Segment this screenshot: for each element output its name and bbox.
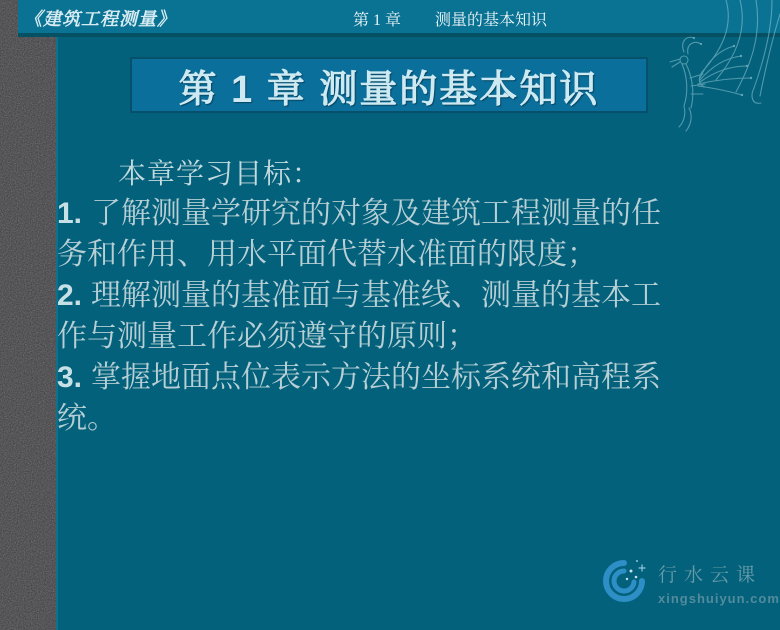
- logo-text-block: [658, 560, 780, 606]
- item-text: 了解测量学研究的对象及建筑工程测量的任: [91, 197, 662, 230]
- goals-list: [57, 193, 725, 439]
- list-item: [57, 398, 725, 439]
- list-item: [57, 193, 725, 234]
- item-text: 掌握地面点位表示方法的坐标系统和高程系: [91, 361, 662, 394]
- item-text: 理解测量的基准面与基准线、测量的基本工: [91, 279, 662, 312]
- goals-heading: 本章学习目标：: [118, 159, 322, 190]
- list-item: [57, 357, 725, 398]
- item-number: 3.: [57, 361, 83, 394]
- slide-title: 第 1 章 测量的基本知识: [178, 68, 600, 111]
- item-number: 2.: [57, 279, 83, 312]
- item-text: 务和作用、用水平面代替水准面的限度；: [57, 238, 597, 271]
- header-chapter: [353, 7, 547, 30]
- logo-brand: 行水云课: [658, 565, 763, 586]
- list-item: [57, 275, 725, 316]
- header-chapter-label: 第 1 章: [353, 12, 402, 29]
- item-text: 统。: [57, 402, 117, 435]
- item-number: 1.: [57, 197, 83, 230]
- book-title: 《建筑工程测量》: [24, 9, 176, 29]
- list-item: [57, 234, 725, 275]
- slide-title-box: [130, 57, 648, 113]
- header-chapter-title: 测量的基本知识: [435, 12, 548, 29]
- noise-texture-strip: [0, 0, 56, 630]
- phoenix-icon: [668, 0, 780, 142]
- wave-logo-icon: [600, 556, 646, 604]
- item-text: 作与测量工作必须遵守的原则；: [57, 320, 477, 353]
- logo-domain: xingshuiyun.com: [658, 591, 780, 606]
- list-item: [57, 316, 725, 357]
- watermark-logo: [600, 556, 780, 606]
